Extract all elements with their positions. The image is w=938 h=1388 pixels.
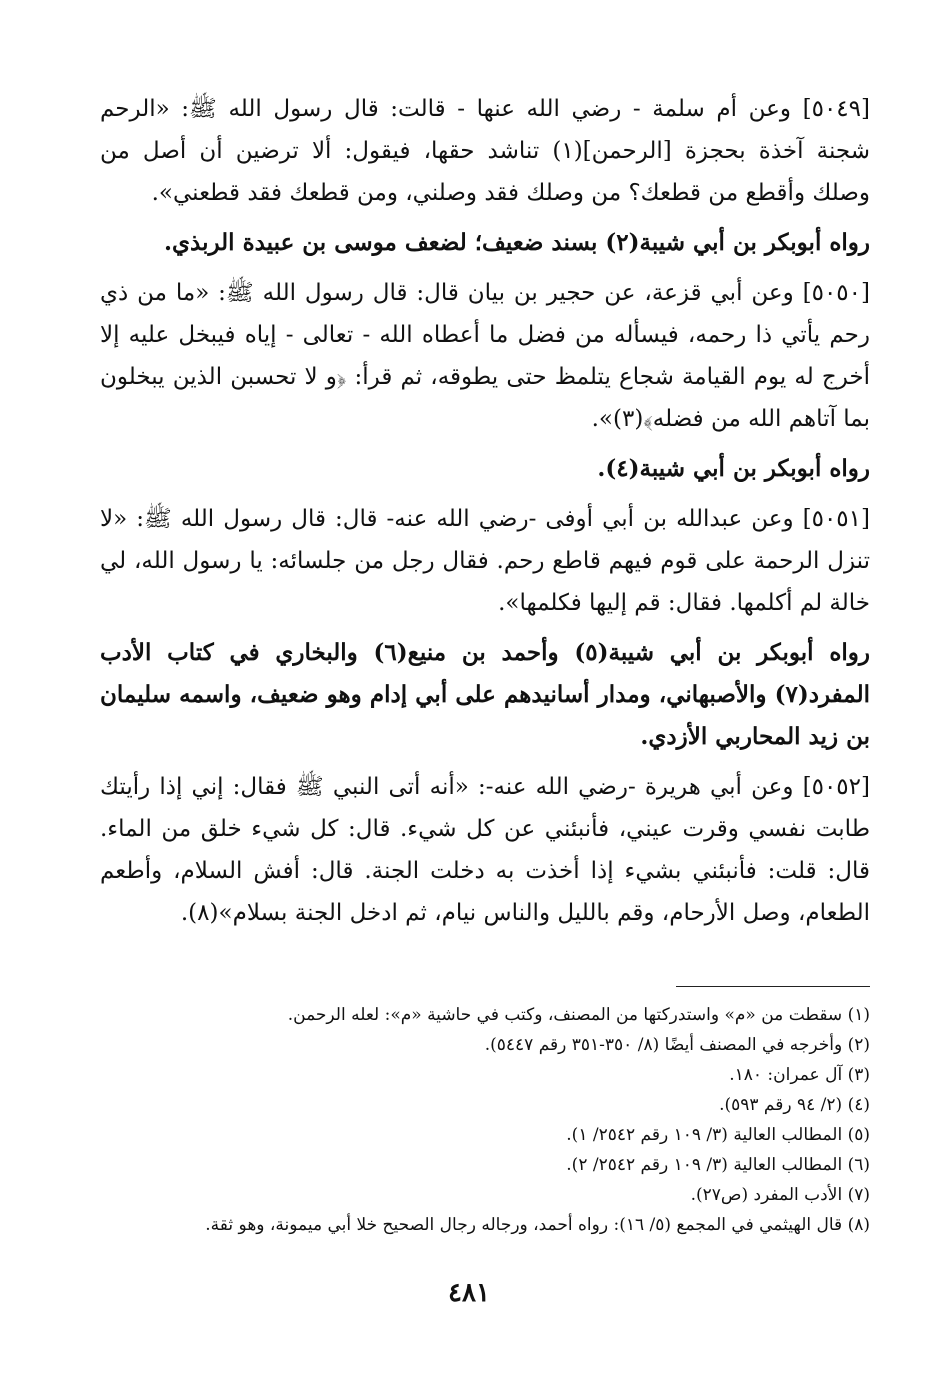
hadith-5051: [٥٠٥١] وعن عبدالله بن أبي أوفى -رضي الله عنه- قال: قال رسول الله ﷺ: «لا تنزل الرحمة على قوم فيهم قاطع رحم. فقال رجل من جلسائه: يا رسول الله، لي خالة لم أكلمها. فقال: قم إليها فكلمها».: [100, 506, 870, 616]
footnote-2: (٢) وأخرجه في المصنف أيضًا (٨/ ٣٥٠-٣٥١ رقم ٥٤٤٧).: [484, 1035, 870, 1055]
footnote-3: (٣) آل عمران: ١٨٠.: [729, 1065, 870, 1085]
footnote-7: (٧) الأدب المفرد (ص٢٧).: [690, 1185, 870, 1205]
hadith-5050: [٥٠٥٠] وعن أبي قزعة، عن حجير بن بيان قال: قال رسول الله ﷺ: «ما من ذي رحم يأتي ذا رحمه، فيسأله من فضل ما أعطاه الله - تعالى - إياه فيبخل عليه إلا أخرج له يوم القيامة شجاع يتلمظ حتى يطوقه، ثم قرأ: ﴿و لا تحسبن الذين يبخلون بما آتاهم الله من فضله﴾(٣)».: [100, 280, 870, 432]
footnote-8: (٨) قال الهيثمي في المجمع (٥/ ١٦): رواه أحمد، ورجاله رجال الصحيح خلا أبي ميمونة، وهو ثقة.: [205, 1215, 870, 1235]
hadith-5052: [٥٠٥٢] وعن أبي هريرة -رضي الله عنه-: «أنه أتى النبي ﷺ فقال: إني إذا رأيتك طابت نفسي وقرت عيني، فأنبئني عن كل شيء. قال: كل شيء خلق من الماء. قال: قلت: فأنبئني بشيء إذا أخذت به دخلت الجنة. قال: أفش السلام، وأطعم الطعام، وصل الأرحام، وقم بالليل والناس نيام، ثم ادخل الجنة بسلام»(٨).: [100, 774, 870, 926]
footnote-1: (١) سقطت من «م» واستدركتها من المصنف، وكتب في حاشية «م»: لعله الرحمن.: [287, 1005, 870, 1025]
footnote-separator: [676, 986, 870, 987]
footnote-4: (٤) (٢/ ٩٤ رقم ٥٩٣).: [719, 1095, 870, 1115]
main-text: [100, 88, 870, 942]
footnote-6: (٦) المطالب العالية (٣/ ١٠٩ رقم ٢٥٤٢/ ٢).: [566, 1155, 870, 1175]
takhrij-5050: رواه أبوبكر بن أبي شيبة(٤).: [597, 455, 870, 482]
footnotes: [100, 1000, 870, 1240]
takhrij-5049: رواه أبوبكر بن أبي شيبة(٢) بسند ضعيف؛ لضعف موسى بن عبيدة الربذي.: [163, 229, 870, 256]
footnote-5: (٥) المطالب العالية (٣/ ١٠٩ رقم ٢٥٤٢/ ١).: [566, 1125, 870, 1145]
takhrij-5051: رواه أبوبكر بن أبي شيبة(٥) وأحمد بن منيع(٦) والبخاري في كتاب الأدب المفرد(٧) والأصبهاني، ومدار أسانيدهم على أبي إدام وهو ضعيف، واسمه سليمان بن زيد المحاربي الأزدي.: [100, 639, 870, 750]
hadith-5049: [٥٠٤٩] وعن أم سلمة - رضي الله عنها - قالت: قال رسول الله ﷺ: «الرحم شجنة آخذة بحجزة [الرحمن](١) تناشد حقها، فيقول: ألا ترضين أن أصل من وصلك وأقطع من قطعك؟ من وصلك فقد وصلني، ومن قطعك فقد قطعني».: [100, 96, 871, 206]
page-number: ٤٨١: [448, 1278, 490, 1308]
